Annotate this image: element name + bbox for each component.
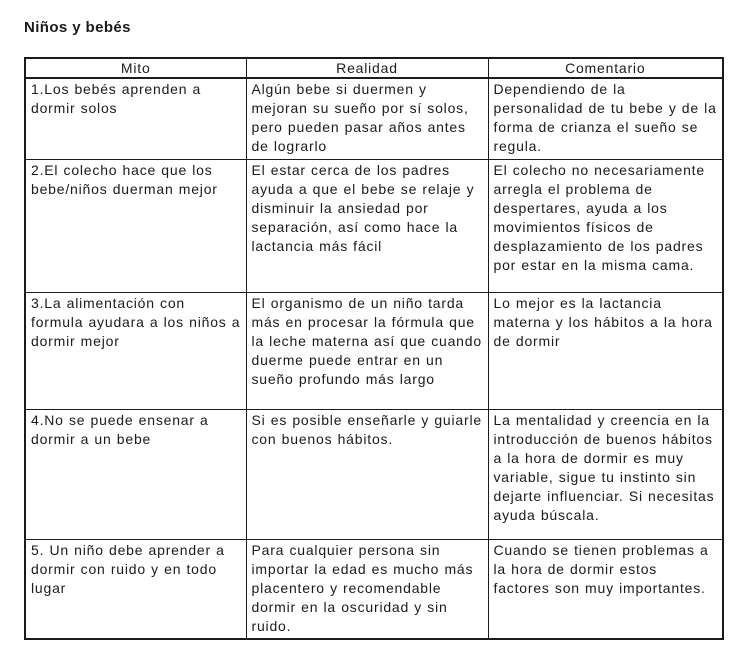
column-header-mito: Mito: [25, 58, 246, 78]
column-header-comentario: Comentario: [488, 58, 723, 78]
table-row: [25, 78, 723, 159]
cell-realidad: Si es posible enseñarle y guiarle con buenos hábitos.: [246, 409, 488, 539]
myth-reality-table: [24, 57, 724, 640]
table-row: [25, 409, 723, 539]
column-header-realidad: Realidad: [246, 58, 488, 78]
cell-mito: 1.Los bebés aprenden a dormir solos: [25, 78, 246, 159]
cell-realidad: El estar cerca de los padres ayuda a que el bebe se relaje y disminuir la ansiedad por separación, así como hace la lactancia más fácil: [246, 159, 488, 292]
table-header-row: [25, 58, 723, 78]
cell-realidad: El organismo de un niño tarda más en procesar la fórmula que la leche materna así que cuando duerme puede entrar en un sueño profundo más largo: [246, 292, 488, 409]
page-title: Niños y bebés: [24, 19, 131, 36]
cell-comentario: La mentalidad y creencia en la introducción de buenos hábitos a la hora de dormir es muy variable, sigue tu instinto sin dejarte influenciar. Si necesitas ayuda búscala.: [488, 409, 723, 539]
cell-mito: 3.La alimentación con formula ayudara a los niños a dormir mejor: [25, 292, 246, 409]
cell-comentario: Dependiendo de la personalidad de tu bebe y de la forma de crianza el sueño se regula.: [488, 78, 723, 159]
cell-realidad: Para cualquier persona sin importar la edad es mucho más placentero y recomendable dormir en la oscuridad y sin ruido.: [246, 539, 488, 639]
table-row: [25, 159, 723, 292]
cell-mito: 2.El colecho hace que los bebe/niños duerman mejor: [25, 159, 246, 292]
cell-comentario: Lo mejor es la lactancia materna y los hábitos a la hora de dormir: [488, 292, 723, 409]
cell-realidad: Algún bebe si duermen y mejoran su sueño por sí solos, pero pueden pasar años antes de lograrlo: [246, 78, 488, 159]
cell-mito: 5. Un niño debe aprender a dormir con ruido y en todo lugar: [25, 539, 246, 639]
cell-comentario: Cuando se tienen problemas a la hora de dormir estos factores son muy importantes.: [488, 539, 723, 639]
table-row: [25, 539, 723, 639]
table-row: [25, 292, 723, 409]
cell-comentario: El colecho no necesariamente arregla el problema de despertares, ayuda a los movimientos físicos de desplazamiento de los padres por estar en la misma cama.: [488, 159, 723, 292]
cell-mito: 4.No se puede ensenar a dormir a un bebe: [25, 409, 246, 539]
